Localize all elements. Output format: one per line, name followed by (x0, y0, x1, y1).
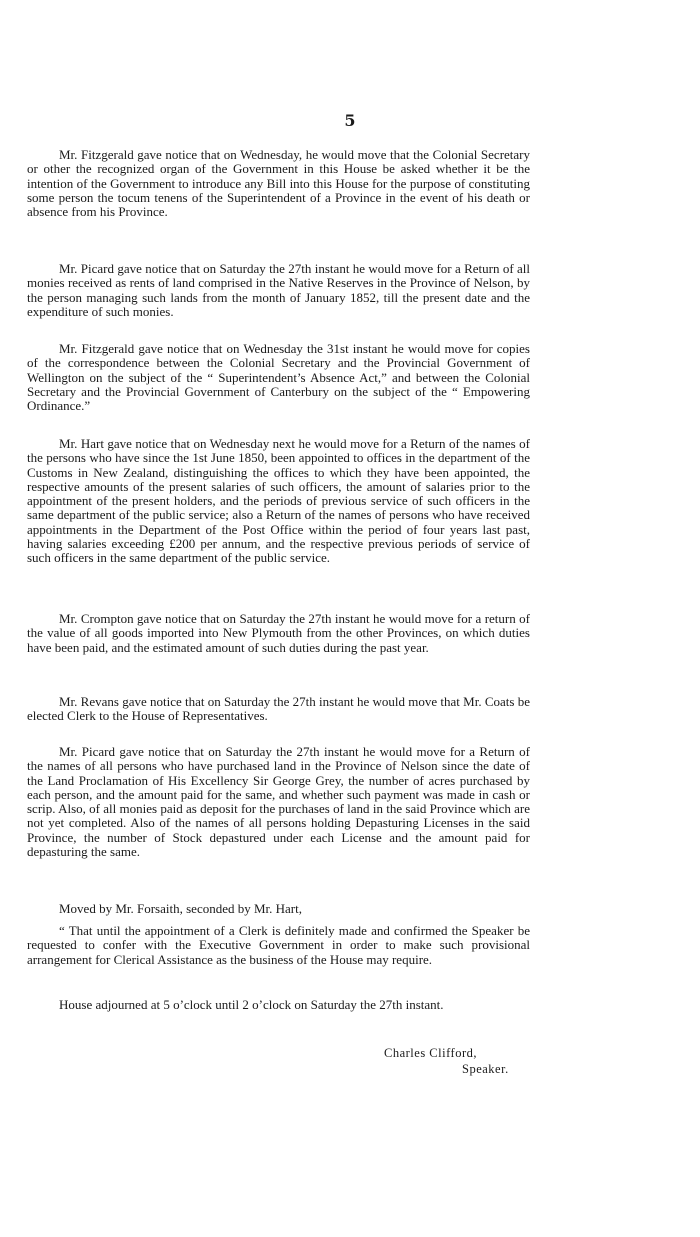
paragraph-picard-native-reserves: Mr. Picard gave notice that on Saturday the 27th instant he would move for a Return of all monies received as rents of land comprised in the Native Reserves in the Province of Nelson, by the person managing such lands from the month of January 1852, till the present date and the expenditure of such monies. (27, 261, 530, 319)
paragraph-house-adjourned: House adjourned at 5 o’clock until 2 o’clock on Saturday the 27th instant. (59, 997, 444, 1012)
paragraph-motion-text: “ That until the appointment of a Clerk is definitely made and confirmed the Speaker be requested to confer with the Executive Government in order to make such provisional arrangement for Clerical Assistance as the business of the House may require. (27, 923, 530, 967)
signature-title: Speaker. (462, 1062, 509, 1076)
paragraph-fitzgerald-locum-tenens: Mr. Fitzgerald gave notice that on Wednesday, he would move that the Colonial Secretary or other the recognized organ of the Government in this House be asked whether it be the intention of the Government to introduce any Bill into this House for the purpose of constituting some person the tocum tenens of the Superintendent of a Province in the event of his death or absence from his Province. (27, 147, 530, 220)
paragraph-revans-clerk: Mr. Revans gave notice that on Saturday the 27th instant he would move that Mr. Coats be elected Clerk to the House of Representatives. (27, 694, 530, 724)
paragraph-hart-customs-return: Mr. Hart gave notice that on Wednesday next he would move for a Return of the names of the persons who have since the 1st June 1850, been appointed to offices in the department of the Customs in New Zealand, distinguishing the offices to which they have been appointed, the respective amounts of the present salaries of such officers, the amount of salaries prior to the appointment of the present holders, and the periods of previous service of such officers in the same department of the public service; also a Return of the names of persons who have received appointments in the Department of the Post Office within the period of four years last past, having salaries exceeding £200 per annum, and the respective previous periods of service of such officers in the same department of the public service. (27, 436, 530, 566)
page-number: 5 (344, 111, 356, 130)
paragraph-crompton-imports: Mr. Crompton gave notice that on Saturday the 27th instant he would move for a return of the value of all goods imported into New Plymouth from the other Provinces, on which duties have been paid, and the estimated amount of such duties during the past year. (27, 611, 530, 655)
signature-name: Charles Clifford, (384, 1046, 477, 1060)
paragraph-fitzgerald-correspondence: Mr. Fitzgerald gave notice that on Wednesday the 31st instant he would move for copies of the correspondence between the Colonial Secretary and the Provincial Government of Wellington on the subject of the “ Superintendent’s Absence Act,” and between the Colonial Secretary and the Provincial Government of Canterbury on the subject of the “ Empowering Ordinance.” (27, 341, 530, 414)
paragraph-motion-moved: Moved by Mr. Forsaith, seconded by Mr. Hart, (59, 901, 303, 916)
paragraph-picard-land-purchases: Mr. Picard gave notice that on Saturday the 27th instant he would move for a Return of the names of all persons who have purchased land in the Province of Nelson since the date of the Land Proclamation of His Excellency Sir George Grey, the number of acres purchased by each person, and the amount paid for the same, and whether such payment was made in cash or scrip. Also, of all monies paid as deposit for the purchases of land in the said Province which are not yet completed. Also of the names of all persons holding Depasturing Licenses in the said Province, the number of Stock depastured under each License and the amount paid for depasturing the same. (27, 744, 530, 860)
